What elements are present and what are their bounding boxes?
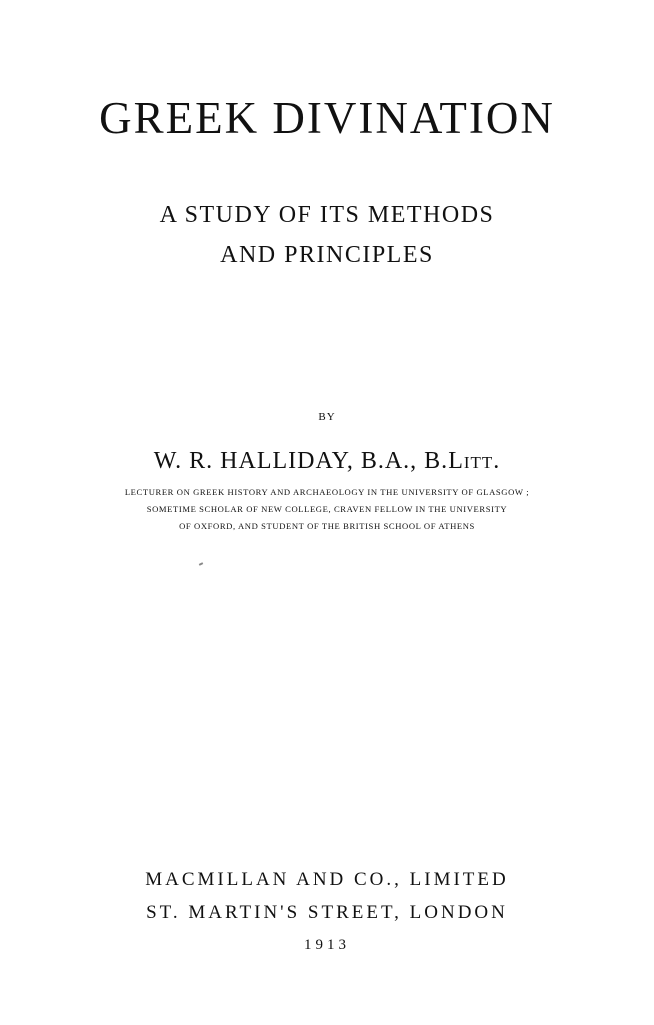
book-title: GREEK DIVINATION — [99, 93, 555, 143]
publication-year: 1913 — [304, 937, 350, 953]
book-subtitle-line-2: AND PRINCIPLES — [220, 242, 434, 268]
publisher-name: MACMILLAN AND CO., LIMITED — [145, 869, 509, 890]
publisher-address: ST. MARTIN'S STREET, LONDON — [146, 902, 508, 923]
book-subtitle-line-1: A STUDY OF ITS METHODS — [159, 202, 495, 228]
print-speck — [199, 562, 203, 566]
author-credentials-line-2: SOMETIME SCHOLAR OF NEW COLLEGE, CRAVEN FELLOW IN THE UNIVERSITY — [146, 504, 508, 514]
byline: BY — [318, 411, 336, 423]
author-line — [0, 446, 654, 476]
author-name: W. R. HALLIDAY, B.A., B. — [153, 448, 449, 474]
author-credentials-line-3: OF OXFORD, AND STUDENT OF THE BRITISH SCHOOL OF ATHENS — [179, 521, 475, 531]
author-credentials-line-1: LECTURER ON GREEK HISTORY AND ARCHAEOLOGY IN THE UNIVERSITY OF GLASGOW ; — [124, 487, 530, 497]
author-degree-suffix: Litt. — [448, 448, 501, 474]
